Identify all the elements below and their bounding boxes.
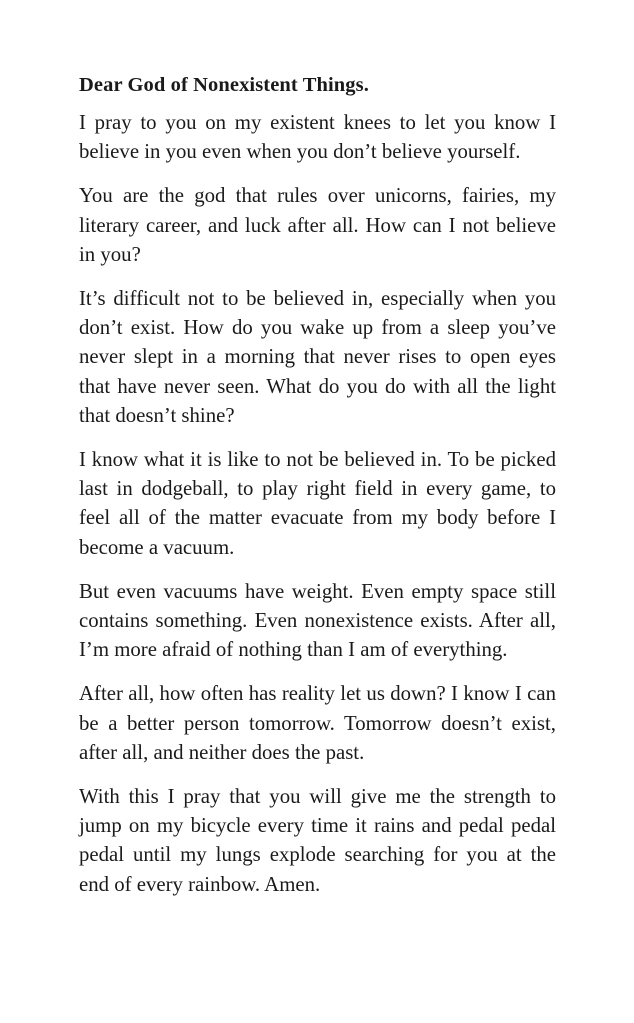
poem-title: Dear God of Nonexistent Things. — [79, 74, 369, 96]
stanza-7: With this I pray that you will give me the strength to jump on my bicycle every time it rains and pedal pedal pedal until my lungs explode searching for you at the end of every rainbow. Amen. — [79, 785, 556, 896]
stanza-5: But even vacuums have weight. Even empty space still contains something. Even nonexistence exists. After all, I’m more afraid of nothing than I am of everything. — [79, 579, 556, 662]
stanza-4: I know what it is like to not be believed in. To be picked last in dodgeball, to play right field in every game, to feel all of the matter evacuate from my body before I become a vacuum. — [79, 448, 556, 559]
stanza-6: After all, how often has reality let us down? I know I can be a better person tomorrow. Tomorrow doesn’t exist, after all, and neither does the past. — [79, 682, 556, 764]
stanza-3: It’s difficult not to be believed in, especially when you don’t exist. How do you wake up from a sleep you’ve never slept in a morning that never rises to open eyes that have never seen. What do you do with all the light that doesn’t shine? — [79, 287, 556, 427]
stanza-1: I pray to you on my existent knees to let you know I believe in you even when you don’t believe yourself. — [79, 111, 556, 164]
stanza-2: You are the god that rules over unicorns, fairies, my literary career, and luck after all. How can I not believe in you? — [79, 184, 556, 266]
